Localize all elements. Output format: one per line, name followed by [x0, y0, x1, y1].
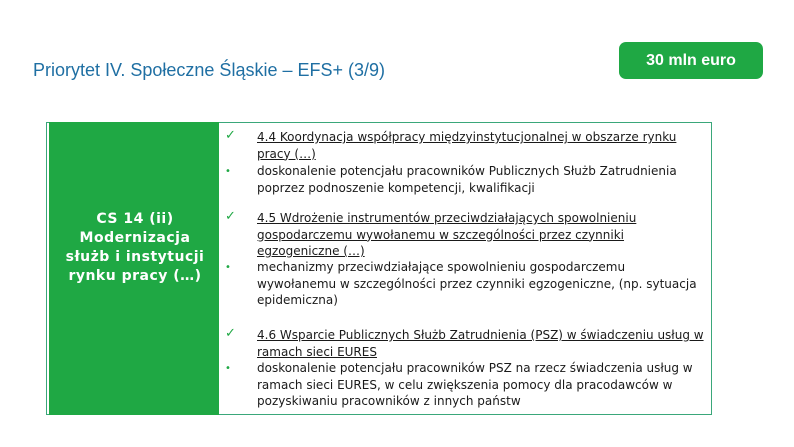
item-heading-4-5: 4.5 Wdrożenie instrumentów przeciwdziałających spowolnieniu gospodarczemu wywołanemu w szczególności przez czynniki egzogeniczne (…) [257, 211, 637, 258]
checkmark-icon: ✓ [225, 209, 236, 224]
item-heading-4-6: 4.6 Wsparcie Publicznych Służb Zatrudnienia (PSZ) w świadczeniu usług w ramach sieci EURES [257, 328, 704, 359]
item-description-4-5: mechanizmy przeciwdziałające spowolnieniu gospodarczemu wywołanemu w szczególności przez czynniki egzogeniczne, (np. sytuacja epidemiczna) [257, 260, 697, 307]
bullet-icon: • [225, 166, 231, 177]
bullet-icon: • [225, 262, 231, 273]
objective-label: CS 14 (ii) Modernizacja służb i instytucji rynku pracy (…) [65, 211, 205, 284]
checkmark-icon: ✓ [225, 326, 236, 341]
bullet-icon: • [225, 363, 231, 374]
item-description-4-4: doskonalenie potencjału pracowników Publicznych Służb Zatrudnienia poprzez podnoszenie kompetencji, kwalifikacji [257, 164, 677, 195]
item-heading-4-4: 4.4 Koordynacja współpracy międzyinstytucjonalnej w obszarze rynku pracy (…) [257, 130, 677, 161]
slide-title: Priorytet IV. Społeczne Śląskie – EFS+ (3/9) [33, 60, 386, 80]
checkmark-icon: ✓ [225, 128, 236, 143]
budget-badge: 30 mln euro [619, 42, 763, 79]
item-description-4-6: doskonalenie potencjału pracowników PSZ na rzecz świadczenia usług w ramach sieci EURES, w celu zwiększenia pomocy dla pracodawców w pozyskiwaniu pracowników z innych państw [257, 361, 693, 408]
